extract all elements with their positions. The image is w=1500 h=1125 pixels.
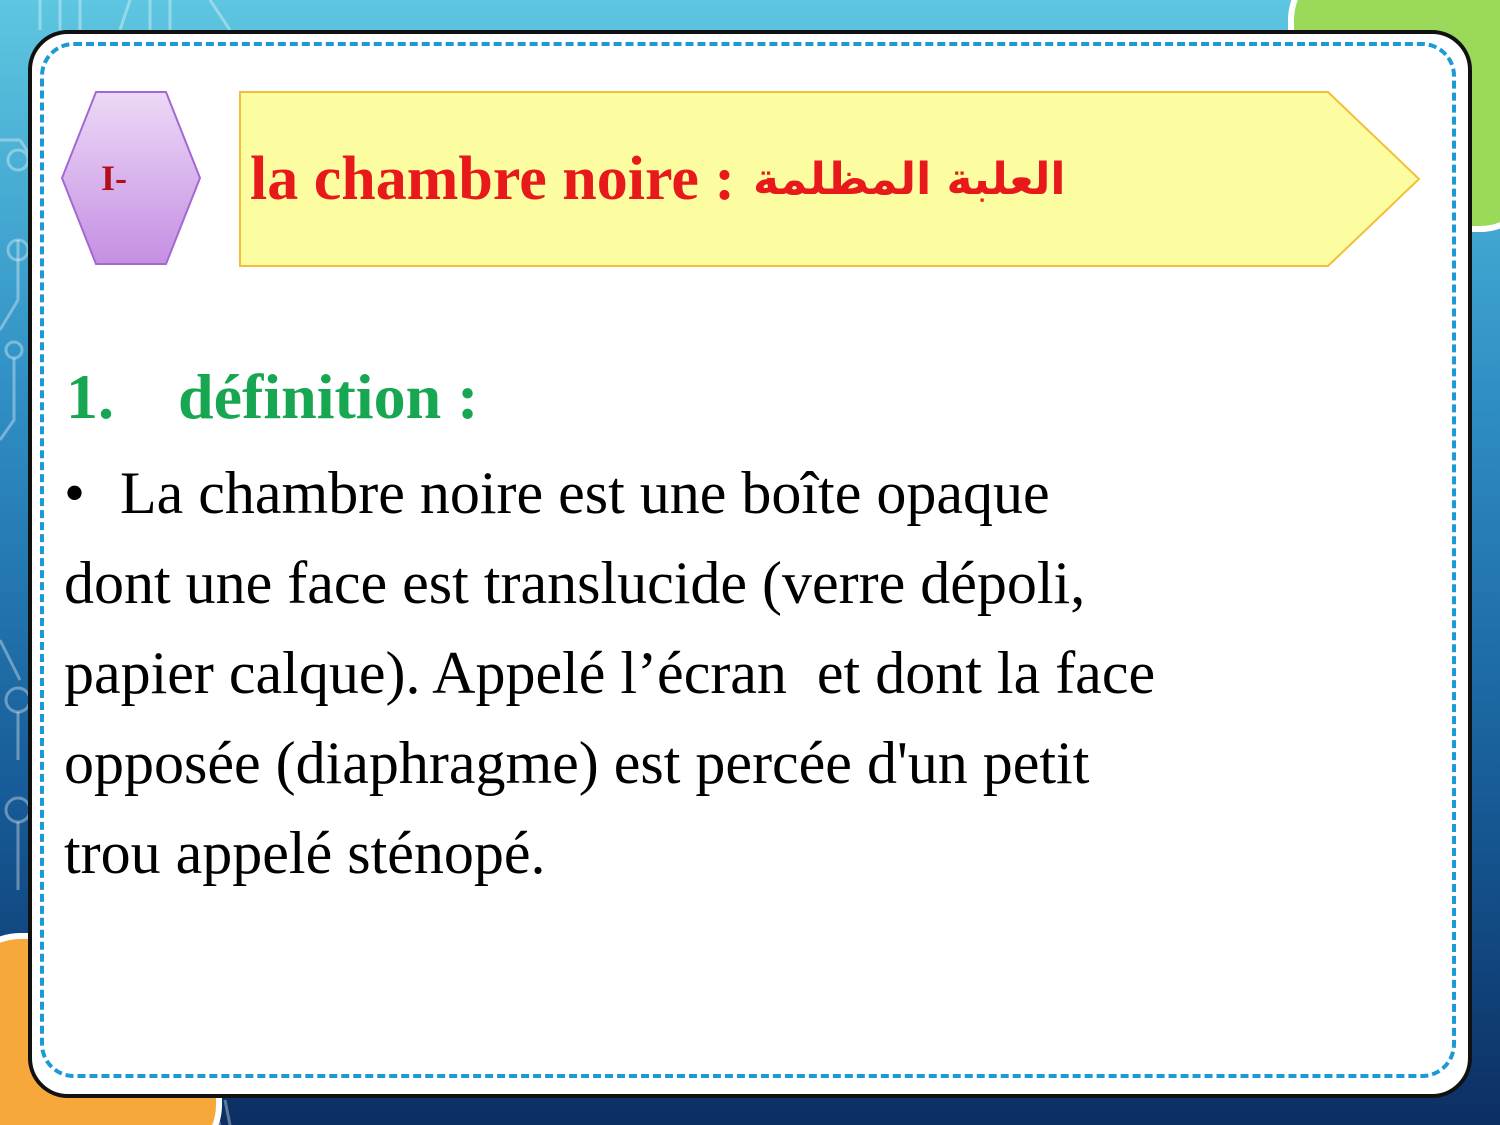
paragraph-line: trou appelé sténopé. xyxy=(64,820,546,886)
bullet-icon: • xyxy=(64,460,86,526)
paragraph-line: dont une face est translucide (verre dépoli, xyxy=(64,550,1086,616)
heading-text: définition : xyxy=(178,361,479,432)
definition-paragraph xyxy=(64,448,1444,898)
title-text: la chambre noire : xyxy=(250,144,736,213)
section-number: I- xyxy=(101,158,127,198)
title-arabic: العلبة المظلمة xyxy=(753,153,1066,205)
definition-heading xyxy=(66,360,478,434)
paragraph-line: papier calque). Appelé l’écran et dont la face xyxy=(64,640,1156,706)
heading-number: 1. xyxy=(66,361,114,432)
paragraph-line: opposée (diaphragme) est percée d'un petit xyxy=(64,730,1090,796)
slide-title xyxy=(250,90,1310,268)
paragraph-line: • La chambre noire est une boîte opaque xyxy=(64,448,1444,538)
